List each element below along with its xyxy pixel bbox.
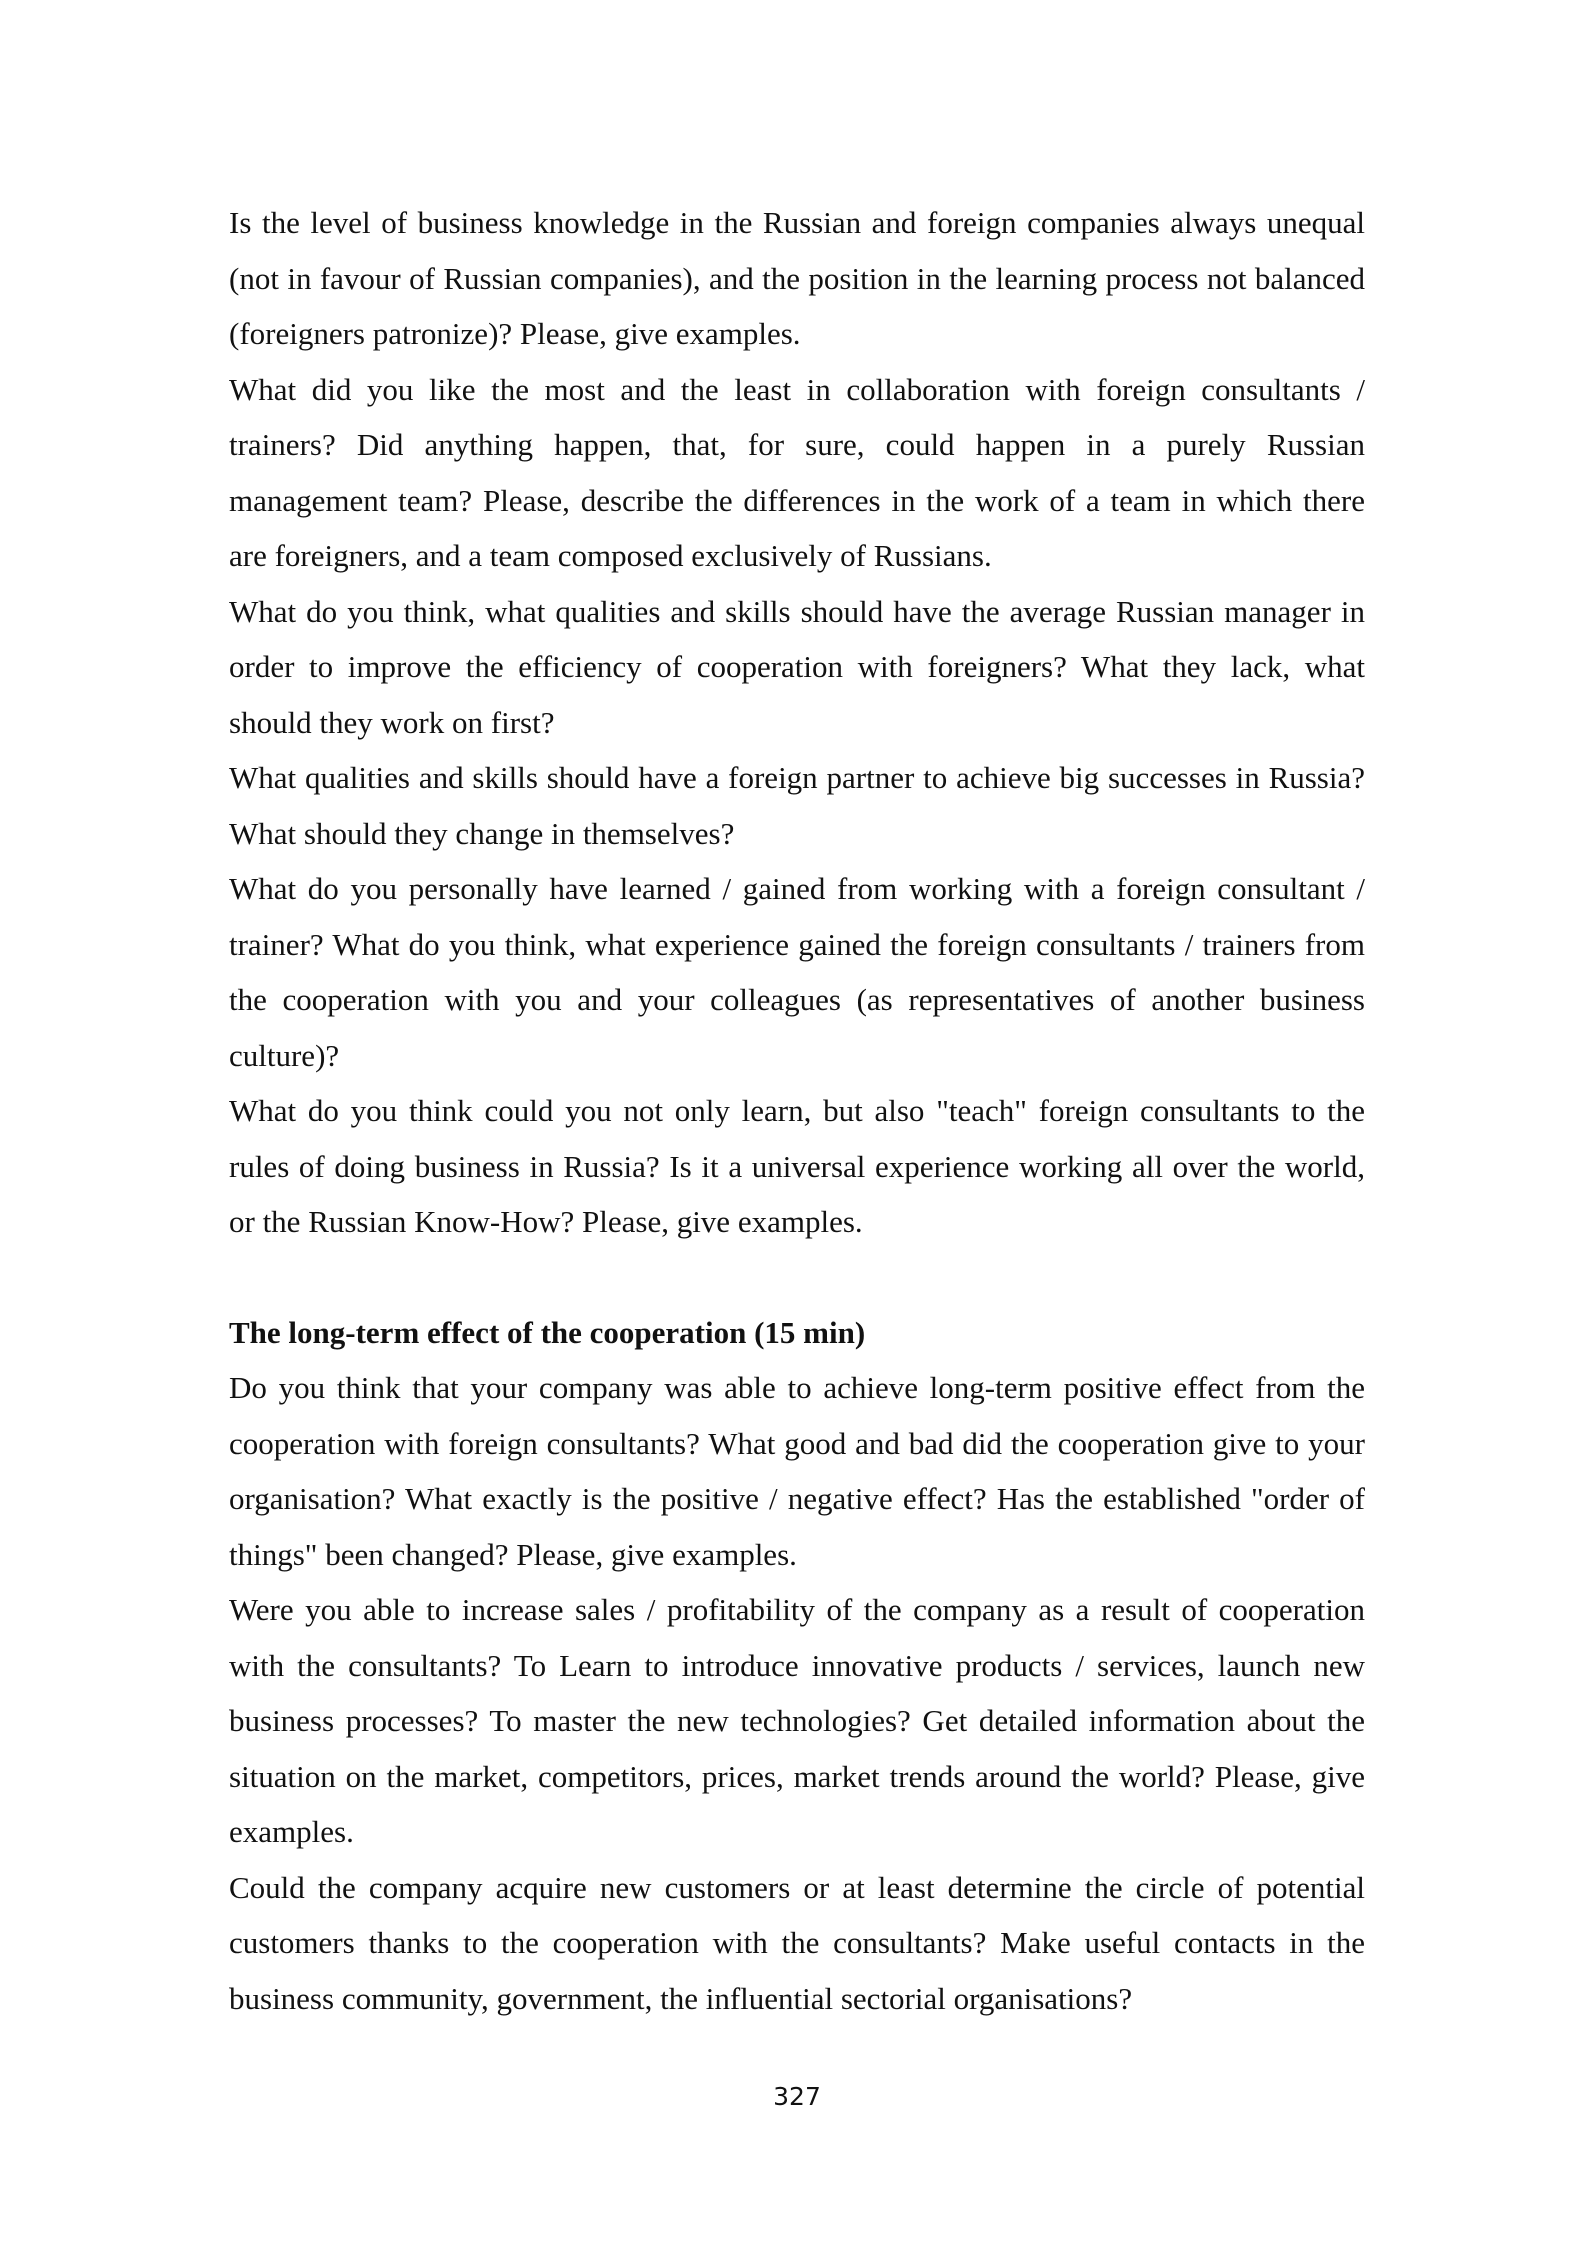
question-paragraph: What do you personally have learned / gained from working with a foreign consultant / trainer? What do you think, what experience gained the foreign consultants / trainers from the cooperation with you and your colleagues (as representatives of another business culture)?: [229, 871, 1365, 1073]
question-paragraph: What qualities and skills should have a foreign partner to achieve big successes in Russia? What should they change in themselves?: [229, 760, 1365, 851]
question-paragraph: What do you think, what qualities and skills should have the average Russian manager in order to improve the efficiency of cooperation with foreigners? What they lack, what should they work on first?: [229, 593, 1365, 740]
section-heading: The long-term effect of the cooperation (15 min): [229, 1314, 866, 1350]
question-paragraph: Were you able to increase sales / profitability of the company as a result of cooperation with the consultants? To Learn to introduce innovative products / services, launch new business processes? To master the new technologies? Get detailed information about the situation on the market, competitors, prices, market trends around the world? Please, give examples.: [229, 1592, 1365, 1849]
document-body: [229, 195, 1365, 2026]
question-paragraph: Is the level of business knowledge in the Russian and foreign companies always unequal (not in favour of Russian companies), and the position in the learning process not balanced (foreigners patronize)? Please, give examples.: [229, 205, 1365, 351]
section-spacer: [229, 1250, 1365, 1305]
page-number: 327: [773, 2082, 821, 2111]
question-paragraph: What did you like the most and the least in collaboration with foreign consultants / trainers? Did anything happen, that, for sure, could happen in a purely Russian management team? Please, describe the differences in the work of a team in which there are foreigners, and a team composed exclusively of Russians.: [229, 371, 1365, 573]
question-paragraph: What do you think could you not only learn, but also "teach" foreign consultants to the rules of doing business in Russia? Is it a universal experience working all over the world, or the Russian Know-How? Please, give examples.: [229, 1093, 1365, 1239]
question-paragraph: Do you think that your company was able to achieve long-term positive effect from the cooperation with foreign consultants? What good and bad did the cooperation give to your organisation? What exactly is the positive / negative effect? Has the established "order of things" been changed? Please, give examples.: [229, 1370, 1365, 1572]
question-paragraph: Could the company acquire new customers or at least determine the circle of potential customers thanks to the cooperation with the consultants? Make useful contacts in the business community, government, the influential sectorial organisations?: [229, 1869, 1365, 2016]
